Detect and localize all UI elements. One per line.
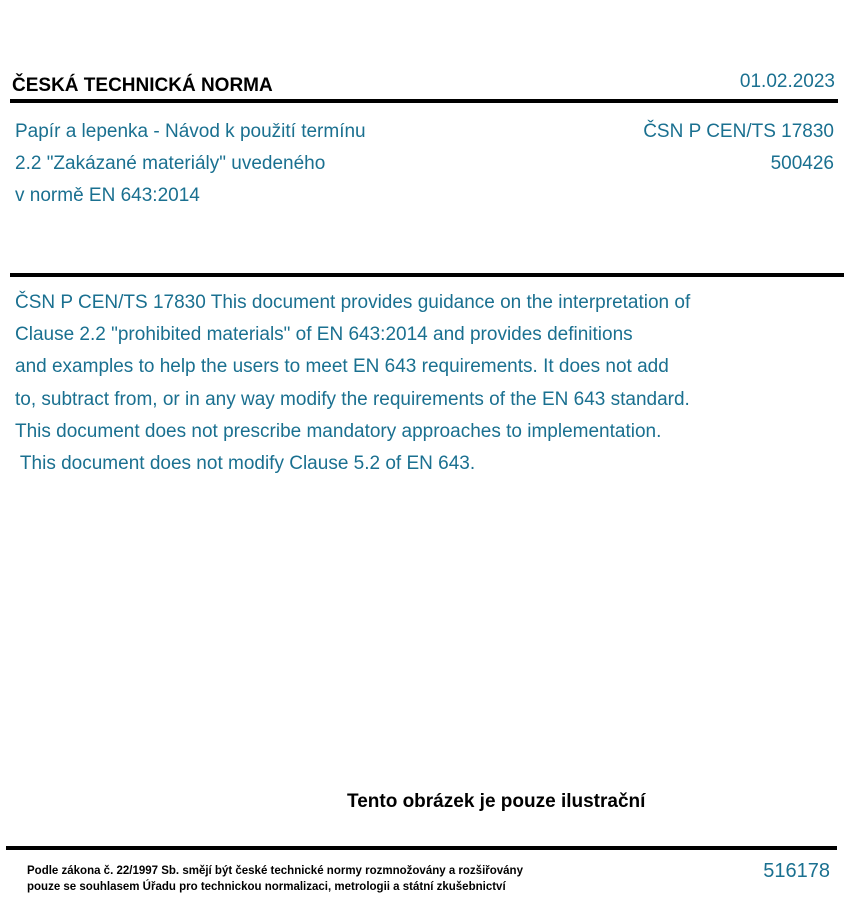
header-divider: [10, 99, 838, 103]
legal-notice: [27, 863, 523, 895]
footer-divider: [6, 846, 837, 850]
abstract-line: to, subtract from, or in any way modify the requirements of the EN 643 standard.: [15, 388, 690, 410]
catalog-number: 516178: [763, 860, 830, 882]
standard-title: [15, 116, 495, 212]
title-divider: [10, 273, 844, 277]
standard-designation: ČSN P CEN/TS 17830: [643, 121, 834, 142]
legal-line: Podle zákona č. 22/1997 Sb. smějí být české technické normy rozmnožovány a rozšiřovány: [27, 865, 523, 877]
standard-type-heading: ČESKÁ TECHNICKÁ NORMA: [12, 75, 273, 96]
legal-line: pouze se souhlasem Úřadu pro technickou normalizaci, metrologii a státní zkušebnictví: [27, 881, 506, 893]
classification-number: 500426: [770, 153, 834, 174]
standard-identifiers: [643, 116, 834, 180]
abstract-line: Clause 2.2 "prohibited materials" of EN 643:2014 and provides definitions: [15, 324, 633, 346]
illustration-note: Tento obrázek je pouze ilustrační: [347, 791, 646, 812]
abstract-line: This document does not modify Clause 5.2 of EN 643.: [15, 453, 476, 475]
title-line: v normě EN 643:2014: [15, 185, 200, 206]
abstract-line: ČSN P CEN/TS 17830 This document provides guidance on the interpretation of: [15, 292, 691, 313]
abstract-line: This document does not prescribe mandatory approaches to implementation.: [15, 420, 662, 442]
abstract-line: and examples to help the users to meet EN 643 requirements. It does not add: [15, 356, 669, 378]
publication-date: 01.02.2023: [739, 71, 835, 92]
title-line: 2.2 "Zakázané materiály" uvedeného: [15, 153, 326, 174]
abstract-text: [15, 287, 855, 480]
title-line: Papír a lepenka - Návod k použití termínu: [15, 121, 366, 142]
